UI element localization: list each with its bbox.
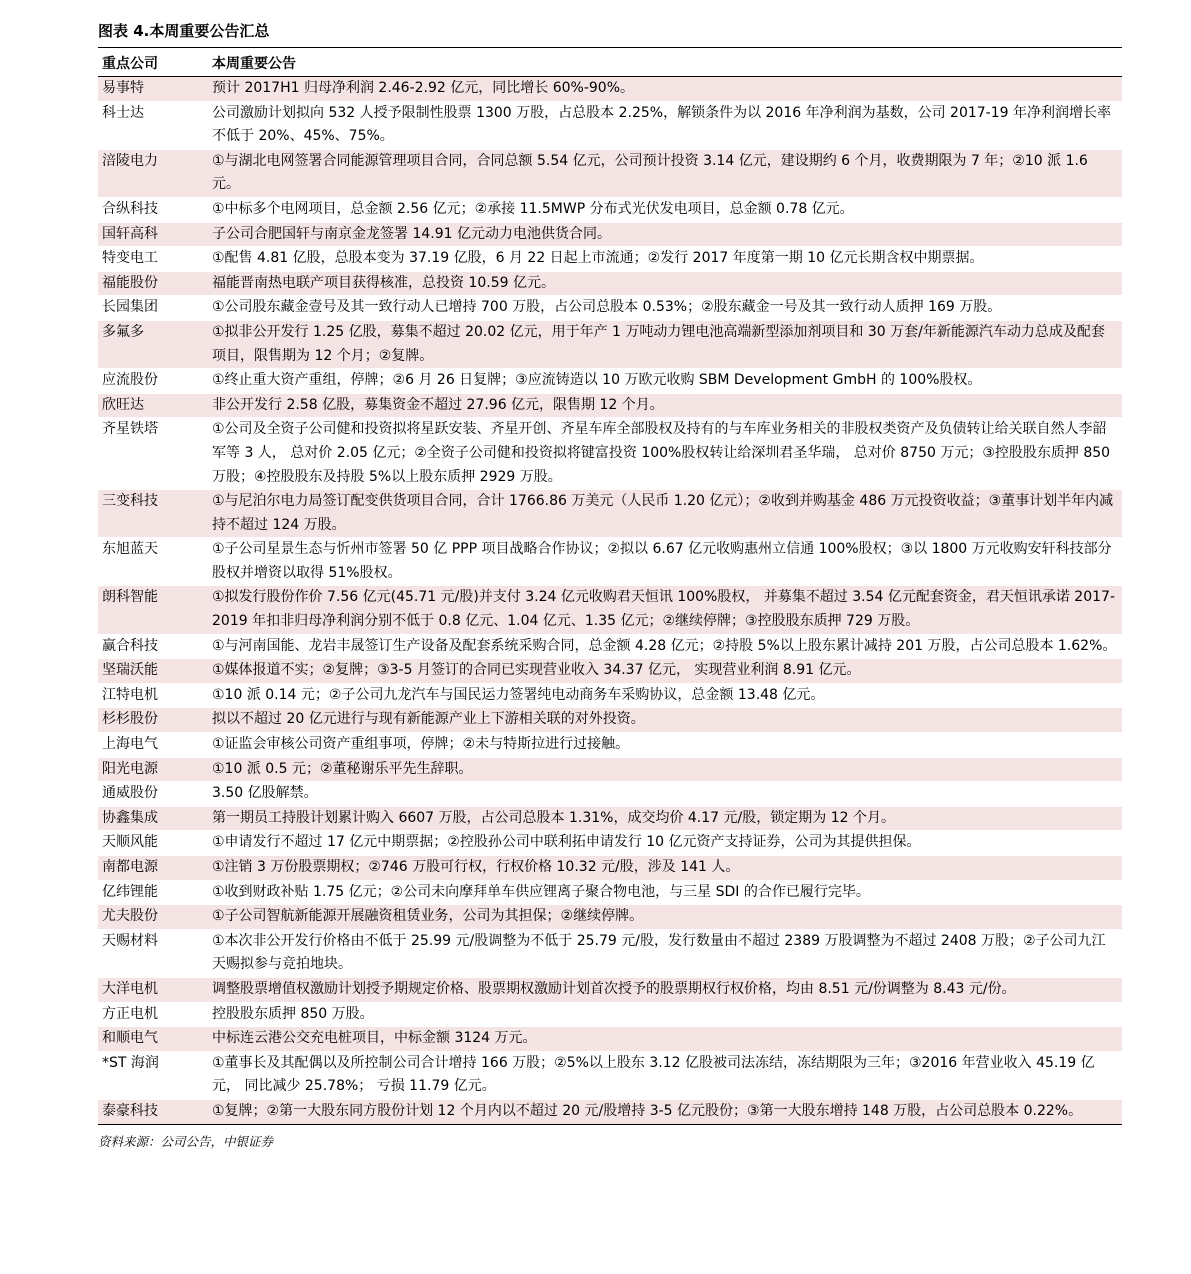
company-cell: 杉杉股份 [98,708,208,733]
notice-cell: ①10 派 0.14 元；②子公司九龙汽车与国民运力签署纯电动商务车采购协议，总金额 13.48 亿元。 [208,683,1122,708]
source-note: 资料来源：公司公告，中银证券 [98,1133,274,1149]
table-body [98,77,1122,1125]
figure-title: 图表 4.本周重要公告汇总 [98,14,1122,48]
notice-cell: ①拟发行股份作价 7.56 亿元(45.71 元/股)并支付 3.24 亿元收购君天恒讯 100%股权， 并募集不超过 3.54 亿元配套资金，君天恒讯承诺 2017-2019 年扣非归母净利润分别不低于 0.8 亿元、1.04 亿元、1.35 亿元；②继续停牌；③控股股东质押 729 万股。 [208,586,1122,634]
table-row [98,222,1122,247]
company-cell: 方正电机 [98,1002,208,1027]
header-notice: 本周重要公告 [208,50,1122,77]
announcement-page [98,14,1122,1151]
notice-cell: ①媒体报道不实；②复牌；③3-5 月签订的合同已实现营业收入 34.37 亿元， 实现营业利润 8.91 亿元。 [208,659,1122,684]
notice-cell: 预计 2017H1 归母净利润 2.46-2.92 亿元，同比增长 60%-90%。 [208,77,1122,102]
company-cell: 尤夫股份 [98,905,208,930]
table-row [98,856,1122,881]
company-cell: 上海电气 [98,733,208,758]
notice-cell: ①中标多个电网项目，总金额 2.56 亿元；②承接 11.5MWP 分布式光伏发电项目，总金额 0.78 亿元。 [208,197,1122,222]
table-row [98,782,1122,807]
notice-cell: ①配售 4.81 亿股，总股本变为 37.19 亿股，6 月 22 日起上市流通；②发行 2017 年度第一期 10 亿元长期含权中期票据。 [208,247,1122,272]
notice-cell: 拟以不超过 20 亿元进行与现有新能源产业上下游相关联的对外投资。 [208,708,1122,733]
notice-cell: ①董事长及其配偶以及所控制公司合计增持 166 万股；②5%以上股东 3.12 亿股被司法冻结，冻结期限为三年；③2016 年营业收入 45.19 亿元， 同比减少 25.78%； 亏损 11.79 亿元。 [208,1051,1122,1099]
table-row [98,831,1122,856]
notice-cell: 子公司合肥国轩与南京金龙签署 14.91 亿元动力电池供货合同。 [208,222,1122,247]
notice-cell: 第一期员工持股计划累计购入 6607 万股，占公司总股本 1.31%，成交均价 4.17 元/股，锁定期为 12 个月。 [208,806,1122,831]
company-cell: 特变电工 [98,247,208,272]
table-row [98,708,1122,733]
notice-cell: ①10 派 0.5 元；②董秘谢乐平先生辞职。 [208,757,1122,782]
table-row [98,757,1122,782]
company-cell: 泰豪科技 [98,1099,208,1124]
notice-cell: ①复牌；②第一大股东同方股份计划 12 个月内以不超过 20 元/股增持 3-5 亿元股份；③第一大股东增持 148 万股，占公司总股本 0.22%。 [208,1099,1122,1124]
notice-cell: ①拟非公开发行 1.25 亿股，募集不超过 20.02 亿元，用于年产 1 万吨动力锂电池高端新型添加剂项目和 30 万套/年新能源汽车动力总成及配套项目，限售期为 12 个月；②复牌。 [208,320,1122,368]
notice-cell: 中标连云港公交充电桩项目，中标金额 3124 万元。 [208,1027,1122,1052]
notice-cell: 控股股东质押 850 万股。 [208,1002,1122,1027]
company-cell: 阳光电源 [98,757,208,782]
company-cell: 天赐材料 [98,929,208,977]
table-header-row [98,50,1122,77]
header-company: 重点公司 [98,50,208,77]
notice-cell: 非公开发行 2.58 亿股，募集资金不超过 27.96 亿元，限售期 12 个月。 [208,393,1122,418]
table-row [98,977,1122,1002]
table-row [98,77,1122,102]
notice-cell: ①证监会审核公司资产重组事项，停牌；②未与特斯拉进行过接触。 [208,733,1122,758]
notice-cell: 调整股票增值权激励计划授予期规定价格、股票期权激励计划首次授予的股票期权行权价格，均由 8.51 元/份调整为 8.43 元/份。 [208,977,1122,1002]
table-row [98,880,1122,905]
company-cell: 亿纬锂能 [98,880,208,905]
table-row [98,247,1122,272]
notice-cell: ①收到财政补贴 1.75 亿元；②公司未向摩拜单车供应锂离子聚合物电池，与三星 SDI 的合作已履行完毕。 [208,880,1122,905]
company-cell: 通威股份 [98,782,208,807]
notice-cell: 公司激励计划拟向 532 人授予限制性股票 1300 万股，占总股本 2.25%，解锁条件为以 2016 年净利润为基数，公司 2017-19 年净利润增长率不低于 20%、45%、75%。 [208,101,1122,149]
company-cell: 福能股份 [98,271,208,296]
table-row [98,538,1122,586]
table-row [98,634,1122,659]
notice-cell: ①公司及全资子公司健和投资拟将星跃安装、齐星开创、齐星车库全部股权及持有的与车库业务相关的非股权类资产及负债转让给关联自然人李韶军等 3 人， 总对价 2.05 亿元；②全资子公司健和投资拟将键富投资 100%股权转让给深圳君圣华瑞， 总对价 8750 万元；③控股股东质押 850 万股；④控股股东及持股 5%以上股东质押 2929 万股。 [208,418,1122,490]
company-cell: 赢合科技 [98,634,208,659]
company-cell: 易事特 [98,77,208,102]
notice-cell: ①子公司星景生态与忻州市签署 50 亿 PPP 项目战略合作协议；②拟以 6.67 亿元收购惠州立信通 100%股权；③以 1800 万元收购安轩科技部分股权并增资以取得 51%股权。 [208,538,1122,586]
table-row [98,320,1122,368]
company-cell: 涪陵电力 [98,149,208,197]
company-cell: 欣旺达 [98,393,208,418]
company-cell: *ST 海润 [98,1051,208,1099]
table-row [98,683,1122,708]
company-cell: 应流股份 [98,369,208,394]
table-row [98,929,1122,977]
table-row [98,733,1122,758]
company-cell: 江特电机 [98,683,208,708]
company-cell: 天顺风能 [98,831,208,856]
notice-cell: ①与湖北电网签署合同能源管理项目合同，合同总额 5.54 亿元，公司预计投资 3.14 亿元，建设期约 6 个月，收费期限为 7 年；②10 派 1.6 元。 [208,149,1122,197]
company-cell: 国轩高科 [98,222,208,247]
table-row [98,369,1122,394]
notice-cell: ①注销 3 万份股票期权；②746 万股可行权，行权价格 10.32 元/股，涉及 141 人。 [208,856,1122,881]
company-cell: 多氟多 [98,320,208,368]
table-row [98,149,1122,197]
announcement-table [98,50,1122,1125]
notice-cell: 福能晋南热电联产项目获得核准，总投资 10.59 亿元。 [208,271,1122,296]
table-row [98,271,1122,296]
company-cell: 齐星铁塔 [98,418,208,490]
company-cell: 东旭蓝天 [98,538,208,586]
table-row [98,1051,1122,1099]
company-cell: 科士达 [98,101,208,149]
notice-cell: ①与尼泊尔电力局签订配变供货项目合同，合计 1766.86 万美元（人民币 1.20 亿元）；②收到并购基金 486 万元投资收益；③董事计划半年内减持不超过 124 万股。 [208,490,1122,538]
notice-cell: 3.50 亿股解禁。 [208,782,1122,807]
company-cell: 大洋电机 [98,977,208,1002]
company-cell: 南都电源 [98,856,208,881]
notice-cell: ①与河南国能、龙岩丰晟签订生产设备及配套系统采购合同，总金额 4.28 亿元；②持股 5%以上股东累计减持 201 万股，占公司总股本 1.62%。 [208,634,1122,659]
company-cell: 长园集团 [98,296,208,321]
company-cell: 协鑫集成 [98,806,208,831]
table-row [98,197,1122,222]
notice-cell: ①本次非公开发行价格由不低于 25.99 元/股调整为不低于 25.79 元/股，发行数量由不超过 2389 万股调整为不超过 2408 万股；②子公司九江天赐拟参与竞拍地块。 [208,929,1122,977]
table-row [98,101,1122,149]
table-row [98,490,1122,538]
table-row [98,1027,1122,1052]
table-row [98,418,1122,490]
company-cell: 朗科智能 [98,586,208,634]
notice-cell: ①子公司智航新能源开展融资租赁业务，公司为其担保；②继续停牌。 [208,905,1122,930]
table-row [98,586,1122,634]
notice-cell: ①申请发行不超过 17 亿元中期票据；②控股孙公司中联利拓申请发行 10 亿元资产支持证券，公司为其提供担保。 [208,831,1122,856]
company-cell: 和顺电气 [98,1027,208,1052]
company-cell: 坚瑞沃能 [98,659,208,684]
table-row [98,296,1122,321]
table-row [98,393,1122,418]
table-row [98,1002,1122,1027]
table-row [98,905,1122,930]
company-cell: 合纵科技 [98,197,208,222]
notice-cell: ①公司股东藏金壹号及其一致行动人已增持 700 万股，占公司总股本 0.53%；②股东藏金一号及其一致行动人质押 169 万股。 [208,296,1122,321]
company-cell: 三变科技 [98,490,208,538]
table-row [98,659,1122,684]
table-row [98,806,1122,831]
notice-cell: ①终止重大资产重组，停牌；②6 月 26 日复牌；③应流铸造以 10 万欧元收购 SBM Development GmbH 的 100%股权。 [208,369,1122,394]
table-row [98,1099,1122,1124]
